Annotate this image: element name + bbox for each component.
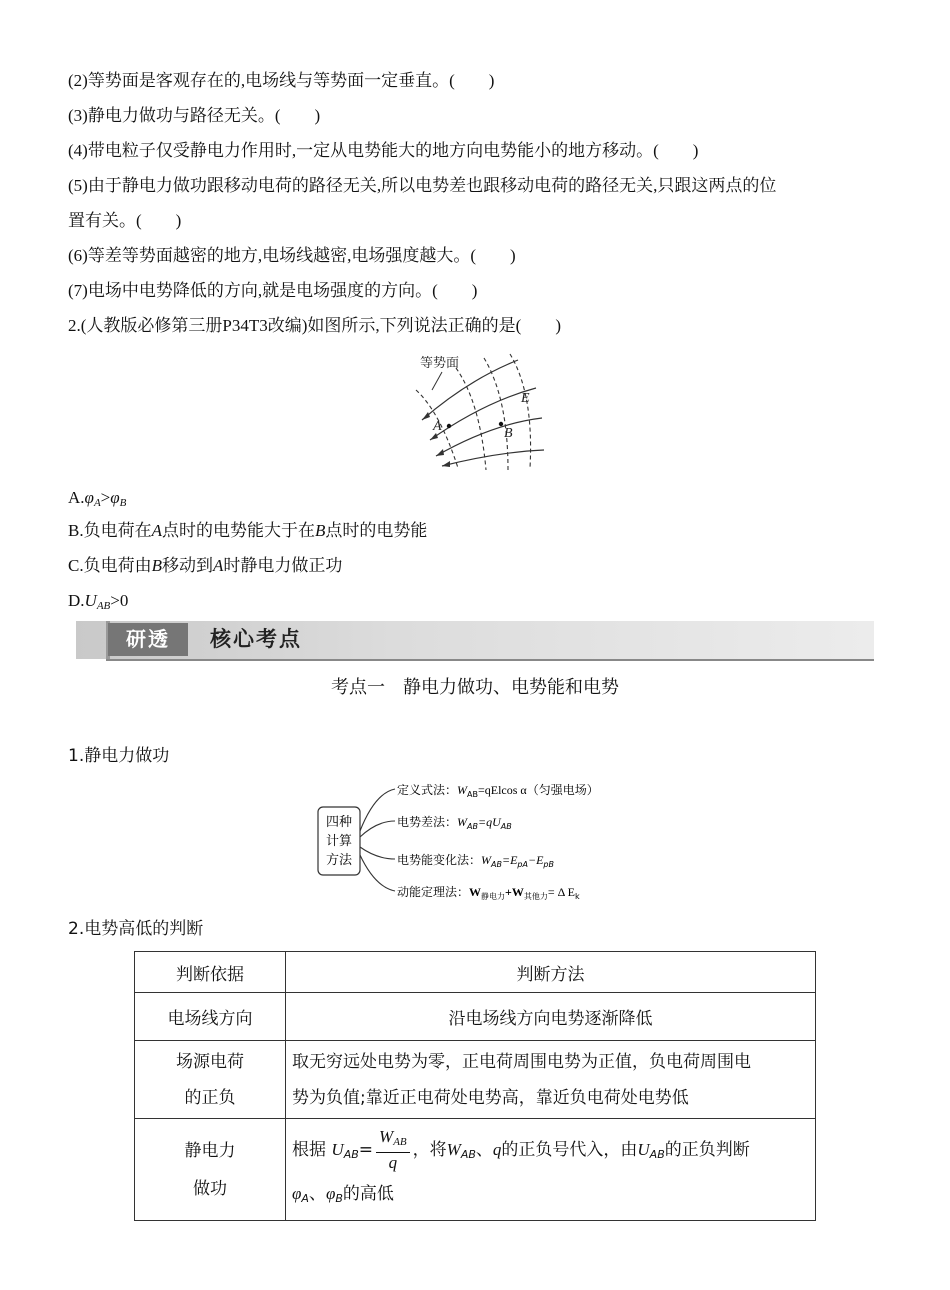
- fraction: $\frac{W_{AB}}{q}$: [376, 1127, 410, 1173]
- mindmap-root-1: 四种: [325, 815, 353, 830]
- heading-potential-judgement: 2.电势高低的判断: [68, 919, 204, 939]
- table-row: [135, 1041, 816, 1119]
- field-label-e: E: [521, 391, 530, 406]
- point-a-label: A: [433, 419, 442, 434]
- option-d: $D.U_{AB}>0$: [68, 591, 129, 612]
- table-cell-basis: 电场线方向: [135, 993, 286, 1041]
- judge-item-7: (7)电场中电势降低的方向,就是电场强度的方向。( ): [68, 281, 478, 300]
- judge-item-4: (4)带电粒子仅受静电力作用时,一定从电势能大的地方向电势能小的地方移动。( ): [68, 141, 699, 160]
- point-b-label: B: [504, 426, 513, 441]
- table-cell-basis: 场源电荷 的正负: [135, 1041, 286, 1119]
- table-header-method: 判断方法: [286, 952, 816, 993]
- judge-item-2: (2)等势面是客观存在的,电场线与等势面一定垂直。( ): [68, 71, 495, 90]
- equipotential-label: 等势面: [420, 356, 460, 371]
- question-2: 2.(人教版必修第三册P34T3改编)如图所示,下列说法正确的是( ): [68, 316, 561, 335]
- method-energy-change: 电势能变化法：$W_{AB}=E_{pA}-E_{pB}$: [397, 853, 554, 869]
- method-potential-difference: 电势差法：$W_{AB}=qU_{AB}$: [397, 815, 512, 831]
- work-methods-mindmap: [315, 775, 655, 907]
- mindmap-root-3: 方法: [325, 853, 353, 868]
- banner-title: 核心考点: [210, 627, 302, 651]
- method-definition: 定义式法：$W_{AB}=qElcos$ α（匀强电场）: [397, 783, 599, 799]
- option-c: C.负电荷由B移动到A时静电力做正功: [68, 556, 343, 575]
- heading-electric-work: 1.静电力做功: [68, 746, 170, 766]
- table-row: [135, 993, 816, 1041]
- section-title: 考点一 静电力做功、电势能和电势: [331, 677, 619, 698]
- table-header-row: [135, 952, 816, 993]
- table-cell-method: 沿电场线方向电势逐渐降低: [286, 993, 816, 1041]
- section-banner: [76, 621, 874, 661]
- table-row: [135, 1119, 816, 1221]
- method-kinetic-theorem: 动能定理法：$W_{静电力}+W_{其他力}= \Delta$ $E_k$: [397, 885, 580, 901]
- table-cell-method: 根据 $U_{AB}=$ $\frac{W_{AB}}{q}$ ，将$W_{AB}$、q的正负号代入，由$U_{AB}$的正负判断 $\varphi_A$、$\varphi_B$的高低: [286, 1119, 816, 1221]
- judge-item-6: (6)等差等势面越密的地方,电场线越密,电场强度越大。( ): [68, 246, 516, 265]
- judge-item-3: (3)静电力做功与路径无关。( ): [68, 106, 321, 125]
- potential-judgement-table: [134, 951, 816, 1221]
- table-header-basis: 判断依据: [135, 952, 286, 993]
- field-line-figure: [408, 350, 548, 475]
- judge-item-5-line2: 置有关。( ): [68, 211, 182, 230]
- table-cell-basis: 静电力 做功: [135, 1119, 286, 1221]
- banner-tag: 研透: [108, 623, 188, 656]
- option-a: $A.\varphi_A>\varphi_B$: [68, 488, 127, 509]
- judge-item-5-line1: (5)由于静电力做功跟移动电荷的路径无关,所以电势差也跟移动电荷的路径无关,只跟这两点的位: [68, 176, 777, 195]
- mindmap-root-2: 计算: [325, 834, 353, 849]
- table-cell-method: 取无穷远处电势为零，正电荷周围电势为正值，负电荷周围电 势为负值;靠近正电荷处电势高，靠近负电荷处电势低: [286, 1041, 816, 1119]
- option-b: B.负电荷在A点时的电势能大于在B点时的电势能: [68, 521, 428, 540]
